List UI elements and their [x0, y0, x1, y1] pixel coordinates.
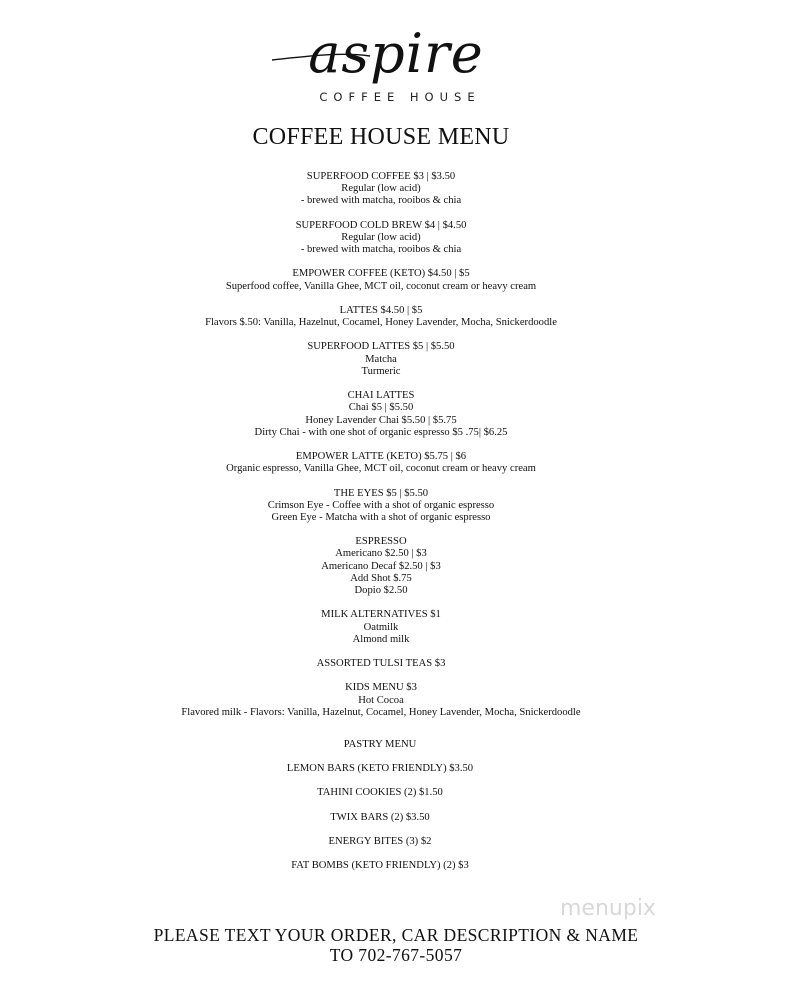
- menu-section-heading: CHAI LATTES: [347, 390, 415, 402]
- menu-section: [0, 341, 762, 378]
- watermark: menupix: [560, 896, 656, 921]
- page-title: COFFEE HOUSE MENU: [252, 124, 510, 150]
- menu-section-heading: SUPERFOOD COLD BREW $4 | $4.50: [295, 219, 467, 231]
- logo-flourish: [270, 42, 510, 82]
- menu-section: [0, 268, 762, 292]
- menu-section: [0, 488, 762, 525]
- menu-section-heading: SUPERFOOD LATTES $5 | $5.50: [307, 341, 455, 353]
- menu-line: Matcha: [365, 353, 397, 365]
- menu-line: Turmeric: [361, 365, 401, 377]
- menu-line: Hot Cocoa: [358, 694, 404, 706]
- menu-section-heading: LATTES $4.50 | $5: [339, 304, 423, 316]
- pastry-item: TAHINI COOKIES (2) $1.50: [317, 787, 443, 799]
- footer: [0, 925, 792, 965]
- menu-line: Dirty Chai - with one shot of organic espresso $5 .75| $6.25: [254, 426, 508, 438]
- logo: [0, 22, 792, 104]
- pastry-item: FAT BOMBS (KETO FRIENDLY) (2) $3: [291, 859, 469, 871]
- menu-line: Americano Decaf $2.50 | $3: [321, 560, 441, 572]
- menu-line: Flavored milk - Flavors: Vanilla, Hazelnut, Cocamel, Honey Lavender, Mocha, Snickerdoodle: [181, 706, 581, 718]
- footer-line-1: PLEASE TEXT YOUR ORDER, CAR DESCRIPTION & NAME: [153, 925, 639, 945]
- pastry-menu: [0, 739, 760, 884]
- menu-line: Chai $5 | $5.50: [348, 402, 414, 414]
- menu-section: [0, 536, 762, 597]
- menu-line: Flavors $.50: Vanilla, Hazelnut, Cocamel, Honey Lavender, Mocha, Snickerdoodle: [205, 317, 557, 329]
- menu-line: Honey Lavender Chai $5.50 | $5.75: [305, 414, 457, 426]
- menu-section: [0, 220, 762, 257]
- menu-line: Regular (low acid): [341, 183, 421, 195]
- menu-section: [0, 451, 762, 475]
- menu-line: Oatmilk: [363, 621, 399, 633]
- menu-section-heading: EMPOWER LATTE (KETO) $5.75 | $6: [295, 451, 467, 463]
- menu-section-heading: THE EYES $5 | $5.50: [333, 487, 429, 499]
- logo-script-text: aspire: [308, 22, 484, 85]
- menu-section-heading: EMPOWER COFFEE (KETO) $4.50 | $5: [292, 268, 470, 280]
- menu-line: Organic espresso, Vanilla Ghee, MCT oil, coconut cream or heavy cream: [226, 463, 536, 475]
- pastry-item: LEMON BARS (KETO FRIENDLY) $3.50: [286, 763, 474, 775]
- menu-line: Crimson Eye - Coffee with a shot of organic espresso: [267, 499, 495, 511]
- menu-line: Almond milk: [352, 633, 410, 645]
- menu-section: [0, 390, 762, 439]
- menu-line: Add Shot $.75: [350, 572, 412, 584]
- menu-line: - brewed with matcha, rooibos & chia: [300, 244, 462, 256]
- menu-line: Americano $2.50 | $3: [335, 548, 427, 560]
- menu-section: [0, 171, 762, 208]
- menu-section-heading: ESPRESSO: [355, 536, 407, 548]
- menu-section-heading: MILK ALTERNATIVES $1: [321, 609, 441, 621]
- menu-list: [0, 171, 762, 731]
- pastry-item: ENERGY BITES (3) $2: [328, 835, 432, 847]
- menu-line: Green Eye - Matcha with a shot of organic espresso: [271, 511, 491, 523]
- menu-section: [0, 658, 762, 670]
- menu-section: [0, 682, 762, 719]
- menu-section-heading: ASSORTED TULSI TEAS $3: [316, 658, 446, 670]
- pastry-heading: PASTRY MENU: [343, 739, 417, 750]
- logo-tagline: COFFEE HOUSE: [319, 90, 481, 104]
- pastry-item: TWIX BARS (2) $3.50: [330, 811, 430, 823]
- menu-line: Dopio $2.50: [354, 585, 408, 597]
- menu-line: Superfood coffee, Vanilla Ghee, MCT oil, coconut cream or heavy cream: [225, 280, 537, 292]
- pastry-items: [0, 763, 760, 872]
- menu-section: [0, 609, 762, 646]
- menu-line: - brewed with matcha, rooibos & chia: [300, 195, 462, 207]
- footer-line-2: TO 702-767-5057: [329, 945, 463, 965]
- logo-script: [308, 22, 484, 86]
- menu-section-heading: SUPERFOOD COFFEE $3 | $3.50: [306, 171, 456, 182]
- menu-line: Regular (low acid): [341, 231, 421, 243]
- menu-section-heading: KIDS MENU $3: [345, 682, 417, 694]
- menu-section: [0, 305, 762, 329]
